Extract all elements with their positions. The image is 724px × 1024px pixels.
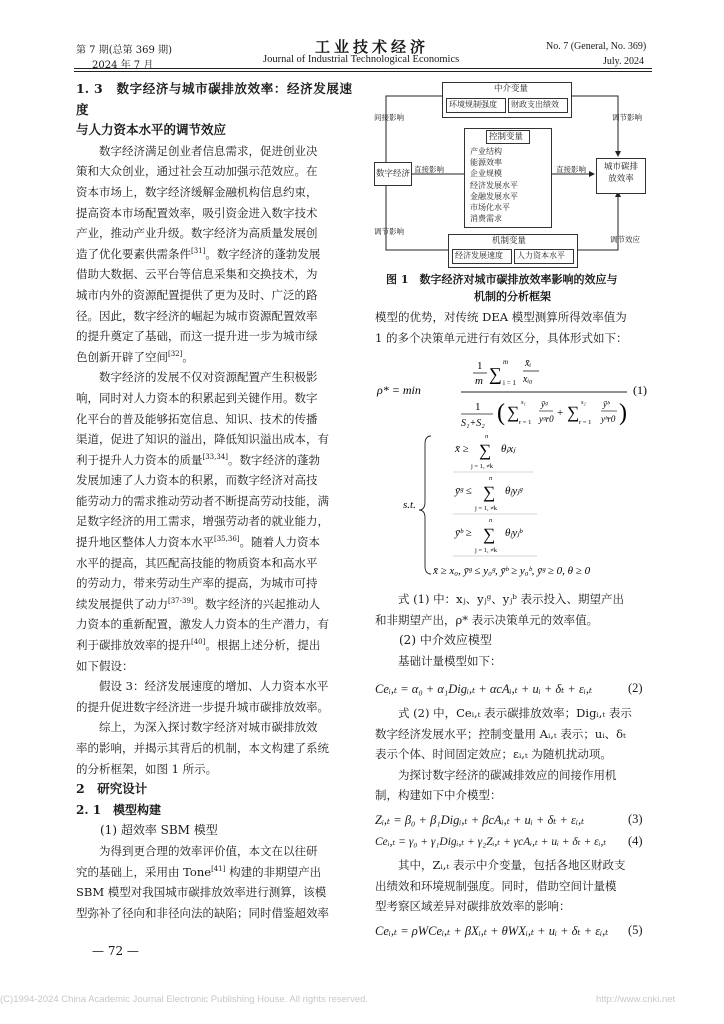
st-last: x̄ ≥ x₀, ȳᵍ ≤ y₀ᵍ, ȳᵇ ≥ y₀ᵇ, ȳᵍ ≥ 0, θ ≥ 0 bbox=[433, 565, 591, 577]
svg-text:θⱼxⱼ: θⱼxⱼ bbox=[501, 443, 516, 455]
svg-text:θⱼyⱼᵇ: θⱼyⱼᵇ bbox=[505, 527, 523, 539]
digital-economy-label: 数字经济 bbox=[376, 169, 411, 179]
label-regulate: 调节影响 bbox=[374, 227, 404, 236]
header-issue-cn: 第 7 期(总第 369 期) bbox=[76, 45, 172, 56]
citation[interactable]: [37-39] bbox=[168, 597, 194, 606]
page-number: — 72 — bbox=[92, 944, 139, 958]
svg-text:1: 1 bbox=[475, 401, 481, 413]
svg-text:r = 1: r = 1 bbox=[579, 419, 592, 426]
svg-text:∑: ∑ bbox=[483, 483, 496, 502]
svg-text:n: n bbox=[489, 475, 493, 482]
svg-text:j = 1, ≠k: j = 1, ≠k bbox=[475, 547, 498, 554]
svg-text:m: m bbox=[475, 375, 483, 387]
equation-1 bbox=[375, 352, 653, 578]
control-title: 控制变量 bbox=[489, 132, 524, 142]
right-para-6: 其中，Zᵢ,ₜ 表示中介变量，包括各地区财政支 出绩效和环境规制强度。同时，借助空间计量模 型考察区域差异对碳排放效率的影响： bbox=[375, 858, 626, 914]
mediator-item-1: 环境规制强度 bbox=[449, 100, 497, 109]
equation-2-number: (2) bbox=[628, 681, 643, 695]
svg-text:ȳᵍ ≤: ȳᵍ ≤ bbox=[455, 485, 472, 497]
journal-title-cn: 工业技术经济 bbox=[315, 38, 430, 56]
label-direct-1: 直接影响 bbox=[414, 165, 444, 174]
equation-3: Zᵢ,ₜ = β₀ + β₁Digᵢ,ₜ + βcAᵢ,ₜ + uᵢ + δₜ + εᵢ,ₜ bbox=[375, 813, 585, 827]
header-date-en: July. 2024 bbox=[603, 56, 645, 67]
mediator-title: 中介变量 bbox=[494, 84, 529, 94]
svg-text:ȳᵇ ≥: ȳᵇ ≥ bbox=[455, 527, 472, 539]
svg-text:∑: ∑ bbox=[479, 441, 492, 460]
arrow-regulate-left bbox=[386, 186, 448, 250]
svg-text:i = 1: i = 1 bbox=[503, 379, 516, 387]
svg-text:ȳᵇ: ȳᵇ bbox=[603, 399, 610, 409]
label-direct-2: 直接影响 bbox=[556, 165, 586, 174]
label-moderate: 调节效应 bbox=[610, 235, 640, 244]
hypothesis-3: 假设 3：经济发展速度的增加、人力资本水平 的提升促进数字经济进一步提升城市碳排放效率。 bbox=[76, 679, 329, 714]
moderator-item-2: 人力资本水平 bbox=[517, 251, 565, 260]
header-rule bbox=[74, 68, 652, 69]
footer-url[interactable]: http://www.cnki.net bbox=[596, 994, 676, 1005]
section-2-title: 2 研究设计 bbox=[76, 781, 148, 797]
label-indirect: 间接影响 bbox=[374, 113, 404, 122]
moderator-item-1: 经济发展速度 bbox=[455, 251, 503, 260]
right-para-1: 模型的优势，对传统 DEA 模型测算所得效率值为 1 的多个决策单元进行有效区分，具体形式如下： bbox=[375, 310, 628, 345]
svg-text:x̄ᵢ: x̄ᵢ bbox=[525, 358, 532, 369]
right-para-2: 式 (1) 中：xⱼ、yⱼᵍ、yⱼᵇ 表示投入、期望产出 和非期望产出，ρ* 表示决策单元的效率值。 (2) 中介效应模型 基础计量模型如下： bbox=[375, 589, 653, 671]
paragraph-4: 为得到更合理的效率评价值，本文在以往研 究的基础上，采用由 Tone[41] 构建的非期望产出 SBM 模型对我国城市碳排放效率进行测算，该模 型弥补了径向和非径向法的缺陷；同时借鉴超效率 bbox=[76, 843, 329, 920]
svg-text:+: + bbox=[557, 407, 564, 419]
svg-text:x̄ ≥: x̄ ≥ bbox=[455, 443, 469, 455]
moderator-title: 机制变量 bbox=[492, 236, 527, 246]
figure-caption-1: 图 1 数字经济对城市碳排放效率影响的效应与 bbox=[386, 273, 618, 286]
eq1-lhs: ρ* = min bbox=[377, 383, 421, 397]
figure-caption-2: 机制的分析框架 bbox=[474, 290, 551, 303]
control-list: 产业结构 能源效率 企业规模 经济发展水平 金融发展水平 市场化水平 消费需求 bbox=[470, 147, 518, 224]
paragraph-2: 数字经济的发展不仅对资源配置产生积极影 响，同时对人力资本的积累起到关键作用。数字 化平台的普及能够拓宽信息、知识、技术的传播 渠道，促进了知识的溢出，降低知识溢出成本，有 利于提升人力资本的质量[33,34]。数字经济的蓬勃 发展加速了人力资本的积累，而数字经济对高技 能劳动力的需求推动劳动者不断提高劳动技能，满 足数字经济的用工需求，增强劳动者的就业能力， 提升地区整体人力资本水平[35,36]。随着人力资本 水平的提高，其匹配高技能的物质资本和高水平 的劳动力，带来劳动生产率的提高，为城市可持 续发展提供了动力[37-39]。数字经济的兴起推动人 力资本的重新配置，激发人力资本的生产潜力，有 利于碳排放效率的提升[40]。根据上述分析，提出 如下假设： bbox=[76, 370, 329, 673]
section-2-1-title: 2. 1 模型构建 bbox=[76, 802, 162, 817]
svg-text:yᵍr0: yᵍr0 bbox=[539, 414, 554, 424]
svg-text:xᵢ₀: xᵢ₀ bbox=[523, 374, 533, 385]
citation[interactable]: [41] bbox=[211, 864, 226, 873]
svg-text:m: m bbox=[503, 358, 509, 366]
header-rule-thin bbox=[74, 71, 652, 72]
citation[interactable]: [32] bbox=[168, 349, 183, 358]
section-2-1-1-title: (1) 超效率 SBM 模型 bbox=[100, 823, 218, 838]
carbon-efficiency-label: 城市碳排放效率 bbox=[603, 162, 638, 184]
svg-text:∑: ∑ bbox=[567, 403, 580, 422]
citation[interactable]: [40] bbox=[191, 638, 206, 647]
right-para-4: 式 (2) 中，Ceᵢ,ₜ 表示碳排放效率；Digᵢ,ₜ 表示 数字经济发展水平；控制变量用 Aᵢ,ₜ 表示；uᵢ、δₜ 表示个体、时间固定效应；εᵢ,ₜ 为随机扰动项。 为探讨数字经济的碳减排效应的间接作用机 制，构建如下中介模型： bbox=[375, 706, 632, 803]
svg-text:ȳᵍ: ȳᵍ bbox=[541, 399, 548, 409]
svg-text:(: ( bbox=[497, 400, 505, 426]
svg-text:j = 1, ≠k: j = 1, ≠k bbox=[475, 505, 498, 512]
equation-5-number: (5) bbox=[628, 923, 643, 937]
svg-text:s₁: s₁ bbox=[521, 399, 526, 406]
equation-3-number: (3) bbox=[628, 812, 643, 826]
left-column bbox=[76, 79, 352, 923]
equation-2: Ceᵢ,ₜ = α₀ + α₁Digᵢ,ₜ + αcAᵢ,ₜ + uᵢ + δₜ + εᵢ,ₜ bbox=[375, 682, 593, 696]
svg-text:j = 1, ≠k: j = 1, ≠k bbox=[471, 463, 494, 470]
equation-4-number: (4) bbox=[628, 834, 643, 848]
eq1-number: (1) bbox=[633, 383, 647, 397]
svg-text:θⱼyⱼᵍ: θⱼyⱼᵍ bbox=[505, 485, 523, 497]
st-label: s.t. bbox=[403, 499, 416, 511]
section-2-1-2-title: (2) 中介效应模型 bbox=[399, 633, 492, 648]
arrow-mediate-right bbox=[570, 96, 618, 156]
equation-5: Ceᵢ,ₜ = ρWCeᵢ,ₜ + βXᵢ,ₜ + θWXᵢ,ₜ + uᵢ + δₜ + εᵢ,ₜ bbox=[375, 924, 609, 938]
citation[interactable]: [33,34] bbox=[202, 452, 229, 461]
figure-1 bbox=[372, 78, 652, 274]
citation[interactable]: [35,36] bbox=[214, 535, 240, 544]
svg-text:∑: ∑ bbox=[489, 364, 502, 384]
arrow-indirect-left bbox=[386, 96, 442, 162]
equation-1-svg bbox=[375, 352, 653, 578]
equation-4: Ceᵢ,ₜ = γ₀ + γ₁Digᵢ,ₜ + γ₂Zᵢ,ₜ + γcAᵢ,ₜ + uᵢ + δₜ + εᵢ,ₜ bbox=[375, 836, 607, 848]
svg-text:yᵇr0: yᵇr0 bbox=[601, 414, 616, 424]
journal-title-en: Journal of Industrial Technological Economics bbox=[263, 54, 460, 65]
svg-text:n: n bbox=[489, 517, 493, 524]
label-mediate: 调节影响 bbox=[612, 113, 642, 122]
svg-text:n: n bbox=[485, 433, 489, 440]
paragraph-3: 综上，为深入探讨数字经济对城市碳排放效 率的影响，并揭示其背后的机制，本文构建了系统 的分析框架，如图 1 所示。 bbox=[76, 720, 329, 776]
svg-text:): ) bbox=[619, 400, 627, 426]
svg-text:∑: ∑ bbox=[483, 525, 496, 544]
svg-text:S₁+S₂: S₁+S₂ bbox=[461, 418, 485, 429]
paragraph-1: 数字经济满足创业者信息需求，促进创业决 策和大众创业，通过社会互动加强示范效应。在 资本市场上，数字经济缓解金融机构信息约束， 提高资本市场配置效率，吸引资金进入数字技术 产业，推动产业升级。数字经济为高质量发展创 造了优化要素供需条件[31]。数字经济的蓬勃发展 借助大数据、云平台等信息采集和交换技术，为 城市内外的资源配置提供了更为及时、广泛的路 径。因此，数字经济的崛起为城市资源配置效率 的提升奠定了基础，而这一提升进一步为城市绿 色创新开辟了空间[32]。 bbox=[76, 143, 321, 364]
header-date-cn: 2024 年 7 月 bbox=[92, 60, 154, 71]
citation[interactable]: [31] bbox=[191, 246, 206, 255]
footer-copyright: (C)1994-2024 China Academic Journal Electronic Publishing House. All rights reserved. bbox=[0, 994, 369, 1005]
header-issue-en: No. 7 (General, No. 369) bbox=[546, 41, 647, 52]
svg-text:∑: ∑ bbox=[507, 403, 520, 422]
svg-text:1: 1 bbox=[477, 360, 483, 372]
mediator-item-2: 财政支出绩效 bbox=[511, 100, 559, 109]
svg-text:r = 1: r = 1 bbox=[519, 419, 532, 426]
section-1-3-title: 1. 3 数字经济与城市碳排放效率：经济发展速度 与人力资本水平的调节效应 bbox=[76, 81, 352, 138]
svg-text:s₂: s₂ bbox=[581, 399, 586, 406]
